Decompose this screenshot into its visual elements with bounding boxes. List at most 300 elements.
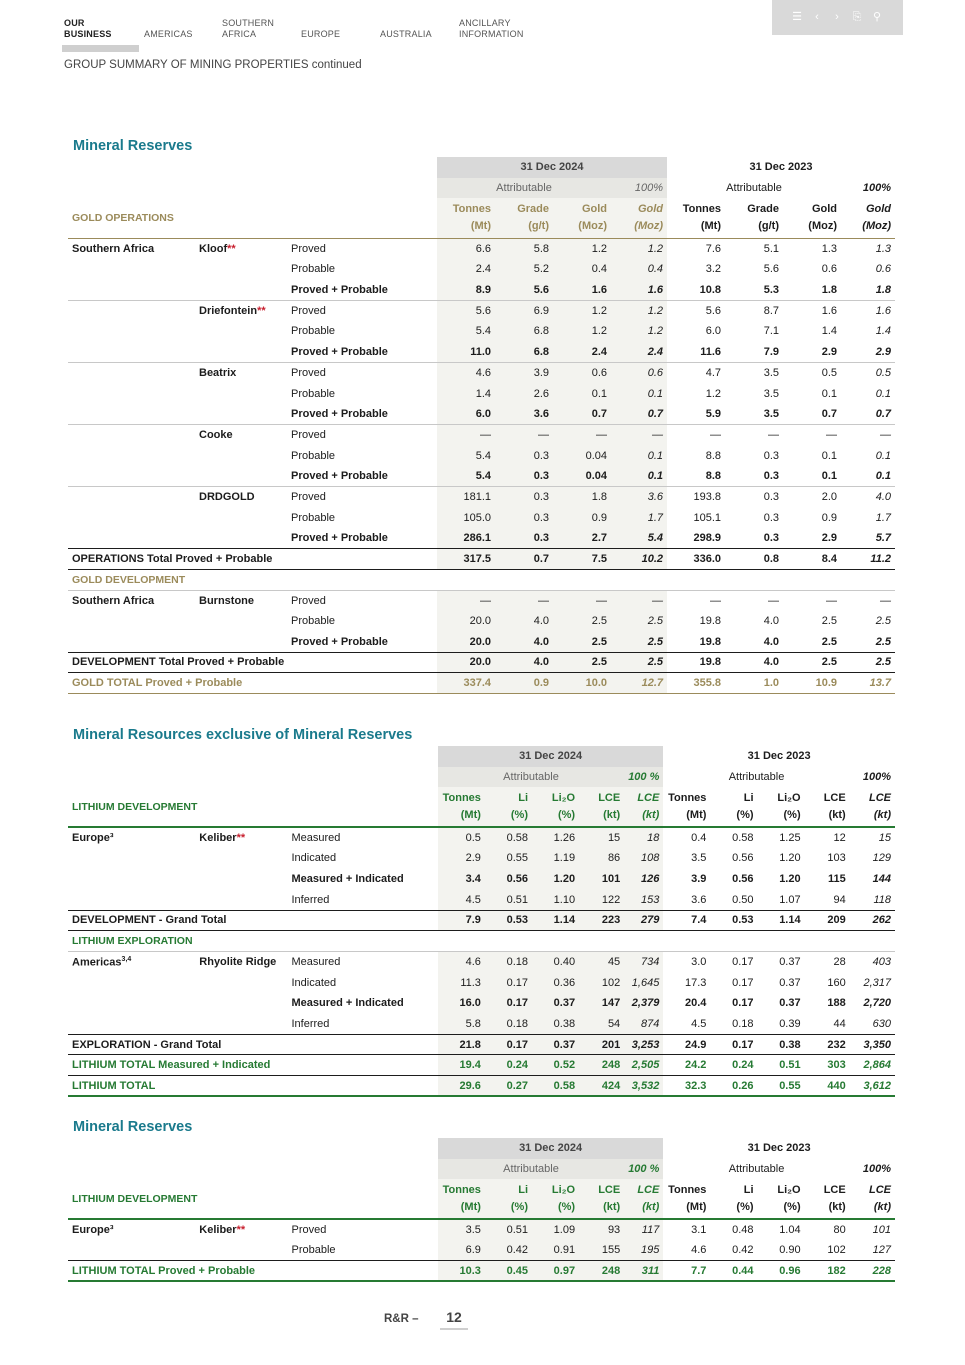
region-cell [68,1014,195,1035]
value-cell: 1.25 [779,832,801,845]
value-cell: 286.1 [437,528,495,549]
category-cell: Probable [291,387,336,400]
value-cell: 12.7 [611,673,667,694]
nav-our-business[interactable]: OUR BUSINESS [64,18,112,39]
total-label: DEVELOPMENT Total Proved + Probable [68,652,437,673]
value-cell: 0.04 [553,466,611,487]
value-cell: 1.7 [611,507,667,528]
value-cell: 0.36 [532,972,579,993]
value-cell: 248 [579,1055,624,1076]
value-cell: 0.37 [532,1034,579,1055]
value-cell: — [667,425,725,446]
value-cell: 0.1 [875,449,891,462]
table-row [68,445,895,466]
search-icon[interactable]: ⚲ [872,11,882,23]
category-cell: Proved + Probable [291,532,388,545]
value-cell: 11.3 [438,972,485,993]
category-cell: Proved + Probable [291,345,388,358]
value-cell: 7.5 [553,549,611,570]
region-cell [68,466,195,487]
value-cell: 6.8 [495,342,553,363]
value-cell: 4.0 [763,635,779,648]
group-row [68,569,895,590]
category-cell: Proved [287,300,437,321]
col-head: Li₂O (%) [758,1179,805,1219]
value-cell: 0.53 [710,910,757,931]
value-cell: 126 [624,869,663,890]
value-cell: 0.58 [485,827,532,848]
col-head: Tonnes (Mt) [663,1179,710,1219]
nav-ancillary-information[interactable]: ANCILLARY INFORMATION [459,18,524,39]
region-cell [68,889,195,910]
table-row [68,425,895,446]
value-cell: 0.1 [611,445,667,466]
value-cell: 1.20 [779,873,801,886]
value-cell: 80 [833,1224,846,1237]
value-cell: 7.6 [705,242,721,255]
col-head: Li (%) [485,1179,532,1219]
value-cell: 5.1 [763,242,779,255]
value-cell: 3.5 [725,363,783,384]
footnote-marker: ** [236,1224,246,1237]
total-label: DEVELOPMENT - Grand Total [68,910,438,931]
period-current: 31 Dec 2024 [437,157,667,178]
value-cell: 188 [827,997,846,1010]
value-cell: 2.4 [437,259,495,280]
value-cell: 2.9 [438,848,485,869]
value-cell: 2.5 [611,611,667,632]
value-cell: 2.0 [783,487,841,508]
value-cell: 2.6 [495,383,553,404]
value-cell: — [783,425,841,446]
previous-icon[interactable]: ‹ [815,11,819,23]
value-cell: 182 [805,1261,850,1282]
next-icon[interactable]: › [835,11,839,23]
value-cell: 7.1 [763,325,779,338]
col-head: Li (%) [710,787,757,827]
value-cell: 3.5 [438,1219,485,1240]
mine-name: Cooke [199,429,233,442]
value-cell: 2.5 [783,652,841,673]
value-cell: — [725,590,783,611]
value-cell: — [611,590,667,611]
table-row [68,528,895,549]
value-cell: 2.5 [553,631,611,652]
value-cell: 11.2 [841,549,895,570]
value-cell: 1.6 [611,280,667,301]
value-cell: 2.5 [841,652,895,673]
value-cell: — [553,590,611,611]
page-subtitle: GROUP SUMMARY OF MINING PROPERTIES continued [64,59,362,71]
total-row [68,1034,895,1055]
footnote-marker: ** [257,305,266,318]
pct-current: 100% [611,178,667,199]
value-cell: 1.10 [532,889,579,910]
value-cell: 6.8 [495,321,553,342]
table-row [68,590,895,611]
value-cell: 5.6 [763,263,779,276]
category-cell: Inferred [291,893,330,906]
table-row [68,631,895,652]
value-cell: 0.24 [485,1055,532,1076]
value-cell: 0.6 [875,263,891,276]
value-cell: 2.5 [611,631,667,652]
value-cell: 734 [624,952,663,973]
attributable-current: Attributable [437,178,611,199]
value-cell: 0.17 [732,976,754,989]
region-cell [68,404,195,425]
table-row [68,507,895,528]
value-cell: 181.1 [437,487,495,508]
attributable-current: Attributable [438,1159,624,1180]
value-cell: 0.7 [611,404,667,425]
pct-current: 100 % [624,1159,663,1180]
value-cell: — [783,590,841,611]
mine-cell [195,1240,287,1261]
nav-europe[interactable]: EUROPE [301,29,341,39]
category-cell: Probable [291,263,336,276]
value-cell: 13.7 [841,673,895,694]
value-cell: 10.2 [611,549,667,570]
value-cell: 0.3 [763,532,779,545]
value-cell: 0.37 [532,993,579,1014]
value-cell: 0.7 [553,404,611,425]
value-cell: 1.2 [553,300,611,321]
period-current: 31 Dec 2024 [438,1138,664,1159]
total-row [68,910,895,931]
value-cell: 2,864 [850,1055,895,1076]
value-cell: 147 [579,993,624,1014]
value-cell: — [725,425,783,446]
mine-cell [195,611,287,632]
value-cell: 3.6 [495,404,553,425]
period-prior: 31 Dec 2023 [747,750,811,763]
value-cell: 0.42 [485,1240,532,1261]
table-row [68,611,895,632]
value-cell: 424 [579,1076,624,1097]
table-row [68,993,895,1014]
value-cell: 45 [579,952,624,973]
mine-cell [195,1014,287,1035]
value-cell: 4.6 [437,363,495,384]
category-cell: Probable [291,511,336,524]
value-cell: 874 [624,1014,663,1035]
total-label: GOLD TOTAL Proved + Probable [68,673,437,694]
value-cell: 94 [833,893,846,906]
value-cell: 0.3 [763,511,779,524]
mine-cell [195,342,287,363]
value-cell: — [841,425,895,446]
region-cell [68,1240,195,1261]
value-cell: 0.39 [779,1017,801,1030]
attributable-prior: Attributable [728,771,785,784]
pct-prior: 100% [862,771,891,784]
toolbar [772,0,903,35]
value-cell: 8.8 [705,470,721,483]
value-cell: 2.9 [821,345,837,358]
value-cell: 3,253 [624,1034,663,1055]
mine-name: Keliber [199,1224,237,1237]
value-cell: — [437,425,495,446]
value-cell: 1.2 [553,321,611,342]
value-cell: 0.1 [875,470,891,483]
nav-southern-africa[interactable]: SOUTHERN AFRICA [222,18,275,39]
col-head: Grade (g/t) [725,198,783,238]
value-cell: 0.17 [732,997,754,1010]
value-cell: 232 [805,1034,850,1055]
value-cell: 7.7 [663,1261,710,1282]
total-row [68,1055,895,1076]
mine-name: Rhyolite Ridge [199,956,277,969]
category-cell: Measured + Indicated [291,873,404,886]
value-cell: 0.37 [779,997,801,1010]
total-row [68,1076,895,1097]
value-cell: 8.9 [437,280,495,301]
value-cell: 0.3 [495,487,553,508]
value-cell: 6.0 [705,325,721,338]
value-cell: 1.26 [532,827,579,848]
category-cell: Proved + Probable [291,470,388,483]
value-cell: 1.4 [875,325,891,338]
value-cell: 117 [624,1219,663,1240]
value-cell: 8.4 [783,549,841,570]
value-cell: 160 [827,976,846,989]
value-cell: 0.58 [532,1076,579,1097]
value-cell: 0.1 [821,387,837,400]
region-cell: Americas$^{3,4}$ [68,952,195,973]
region-cell [68,631,195,652]
gold-reserves-title: Mineral Reserves [73,138,193,154]
nav-americas[interactable]: AMERICAS [144,29,193,39]
value-cell: 44 [833,1017,846,1030]
mine-cell [195,300,287,321]
col-head: LCE (kt) [624,1179,663,1219]
value-cell: 15 [579,827,624,848]
value-cell: 105.1 [693,511,721,524]
value-cell: 3.0 [663,952,710,973]
value-cell: 1.09 [532,1219,579,1240]
value-cell: 1.6 [783,300,841,321]
value-cell: 5.7 [875,532,891,545]
value-cell: 3.2 [705,263,721,276]
value-cell: 102 [579,972,624,993]
value-cell: 11.0 [437,342,495,363]
total-row [68,1261,895,1282]
value-cell: 129 [872,852,891,865]
lithium-development-label: LITHIUM DEVELOPMENT [68,787,438,827]
region-cell: Southern Africa [72,242,155,255]
value-cell: 0.27 [485,1076,532,1097]
mine-cell [195,238,287,259]
value-cell: 24.9 [663,1034,710,1055]
value-cell: 0.56 [485,869,532,890]
mine-cell [195,507,287,528]
value-cell: 10.9 [783,673,841,694]
value-cell: 2.5 [553,611,611,632]
value-cell: 0.5 [783,363,841,384]
category-cell: Measured + Indicated [291,997,404,1010]
value-cell: 0.51 [485,1219,532,1240]
value-cell: 0.3 [763,470,779,483]
mine-cell [195,445,287,466]
value-cell: 101 [872,1224,891,1237]
value-cell: 2.5 [875,615,891,628]
region-cell [68,363,195,384]
value-cell: 0.42 [732,1244,754,1257]
value-cell: 0.3 [763,449,779,462]
value-cell: 5.4 [437,466,495,487]
value-cell: 4.0 [725,652,783,673]
value-cell: 19.4 [438,1055,485,1076]
value-cell: 2.5 [553,652,611,673]
value-cell: 2.5 [821,615,837,628]
category-cell: Inferred [291,1017,330,1030]
value-cell: 144 [872,873,891,886]
mine-cell [195,848,287,869]
lithium-reserves-table [68,1138,895,1282]
region-cell [68,425,195,446]
value-cell: 0.3 [495,466,553,487]
value-cell: 0.1 [821,449,837,462]
value-cell: 0.5 [841,363,895,384]
value-cell: 4.0 [841,487,895,508]
footnote-marker: ** [227,242,236,255]
value-cell: 0.37 [779,976,801,989]
value-cell: 2,317 [863,976,891,989]
value-cell: 201 [579,1034,624,1055]
value-cell: 0.17 [485,993,532,1014]
value-cell: 3.1 [691,1224,707,1237]
value-cell: 0.97 [532,1261,579,1282]
value-cell: 1.7 [875,511,891,524]
col-head: Grade (g/t) [495,198,553,238]
region-cell [68,869,195,890]
pct-prior: 100% [862,182,891,195]
value-cell: 193.8 [667,487,725,508]
value-cell: 3.6 [691,893,707,906]
value-cell: 223 [579,910,624,931]
value-cell: 0.3 [495,528,553,549]
col-head: Tonnes (Mt) [438,1179,485,1219]
value-cell: 0.52 [532,1055,579,1076]
value-cell: 32.3 [663,1076,710,1097]
value-cell: 0.3 [725,487,783,508]
col-head: LCE (kt) [805,787,850,827]
value-cell: 19.8 [699,635,721,648]
value-cell: 1.3 [821,242,837,255]
value-cell: 28 [805,952,850,973]
value-cell: 17.3 [685,976,707,989]
value-cell: 5.3 [763,283,779,296]
col-head: Li₂O (%) [758,787,805,827]
back-page-icon[interactable]: ⎘ [852,11,862,23]
category-cell: Indicated [291,852,337,865]
page-number: 12 [440,1309,468,1330]
total-label: LITHIUM TOTAL Measured + Indicated [68,1055,438,1076]
pct-prior: 100% [862,1163,891,1176]
col-head: Li₂O (%) [532,1179,579,1219]
value-cell: 0.4 [553,259,611,280]
value-cell: 0.58 [732,832,754,845]
value-cell: 102 [827,1244,846,1257]
value-cell: 1.2 [553,238,611,259]
col-head: Gold (Moz) [783,198,841,238]
nav-australia[interactable]: AUSTRALIA [380,29,432,39]
category-cell: Proved [291,242,326,255]
value-cell: 0.04 [553,445,611,466]
value-cell: 0.6 [553,363,611,384]
value-cell: 1.8 [821,283,837,296]
value-cell: 0.9 [495,673,553,694]
mine-name: DRDGOLD [199,491,255,504]
category-cell: Proved [287,363,437,384]
value-cell: 298.9 [693,532,721,545]
value-cell: 262 [850,910,895,931]
value-cell: 0.1 [611,466,667,487]
total-row [68,673,895,694]
mine-name: Kloof [199,242,228,255]
value-cell: 105.0 [437,507,495,528]
value-cell: 4.0 [495,611,553,632]
value-cell: 4.0 [495,631,553,652]
value-cell: 103 [827,852,846,865]
col-head: Tonnes (Mt) [437,198,495,238]
region-cell [68,383,195,404]
value-cell: 3.9 [691,873,707,886]
mine-name: Driefontein [199,305,258,318]
table-row [68,1219,895,1240]
table-row [68,487,895,508]
value-cell: 0.3 [495,445,553,466]
value-cell: 0.18 [485,952,532,973]
value-cell: — [553,425,611,446]
value-cell: 1.20 [779,852,801,865]
col-head: LCE (kt) [850,1179,895,1219]
menu-icon[interactable]: ☰ [792,11,802,23]
value-cell: 0.40 [532,952,579,973]
value-cell: 0.17 [710,1034,757,1055]
value-cell: 2.9 [821,532,837,545]
value-cell: 1.2 [611,321,667,342]
table-row [68,889,895,910]
value-cell: 8.7 [725,300,783,321]
value-cell: 0.8 [725,549,783,570]
value-cell: 0.5 [438,827,485,848]
mine-cell [195,889,287,910]
value-cell: 8.8 [705,449,721,462]
col-head: Tonnes (Mt) [663,787,710,827]
value-cell: 3,350 [850,1034,895,1055]
table-row [68,869,895,890]
value-cell: 1.8 [553,487,611,508]
value-cell: 303 [805,1055,850,1076]
mine-name: Beatrix [199,367,237,380]
mine-name: Keliber [199,832,237,845]
value-cell: 5.4 [437,321,495,342]
value-cell: 0.7 [821,407,837,420]
value-cell: 1.4 [821,325,837,338]
table-row [68,404,895,425]
value-cell: 20.4 [685,997,707,1010]
total-label: OPERATIONS Total Proved + Probable [68,549,437,570]
value-cell: 403 [850,952,895,973]
value-cell: 195 [624,1240,663,1261]
region-cell [68,487,195,508]
value-cell: 0.6 [611,363,667,384]
category-cell: Probable [291,615,336,628]
col-head: LCE (kt) [579,1179,624,1219]
value-cell: 248 [579,1261,624,1282]
